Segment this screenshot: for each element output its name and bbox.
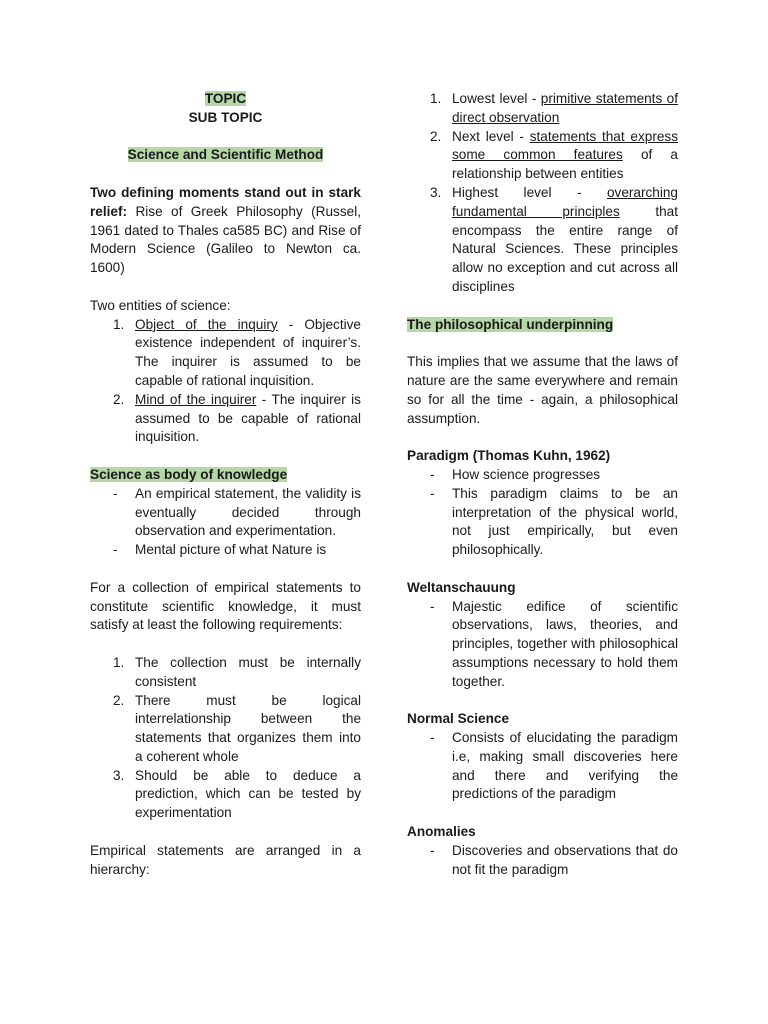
entity-term: Object of the inquiry [135,316,278,332]
item-text: There must be logical interrelationship between the statements that organizes them into a coherent whole [135,692,361,764]
list-item [407,485,678,560]
entity-text: - Objective existence independent of inquirer’s. The inquirer is assumed to be capable of rational inquisition. [135,316,361,388]
paradigm-list [407,466,678,560]
list-item [90,316,361,391]
item-text: Should be able to deduce a prediction, which can be tested by experimentation [135,767,361,821]
item-text: Majestic edifice of scientific observations, laws, theories, and principles, together with philosophical assumptions necessary to hold them together. [452,598,678,689]
list-item [407,598,678,692]
normal-science-heading: Normal Science [407,711,509,727]
list-item [90,485,361,541]
list-marker: 1. [430,91,442,106]
item-text: How science progresses [452,466,601,482]
list-marker: 3. [113,767,125,783]
level-text: that encompass the entire range of Natural Sciences. These principles allow no exception and cut across all disciplines [452,203,678,294]
list-marker: 2. [113,692,125,708]
body-heading: Science as body of knowledge [90,466,288,482]
level-label: Highest level - [452,184,607,200]
body-list [90,485,361,560]
list-marker: - [430,730,435,746]
entities-heading: Two entities of science: [90,297,231,313]
intro-paragraph [90,184,361,278]
list-item [90,654,361,692]
list-marker: - [113,485,118,501]
level-label: Next level - [452,128,530,144]
list-item [90,767,361,823]
requirements-intro: For a collection of empirical statements to constitute scientific knowledge, it must satisfy at least the following requirements: [90,579,361,633]
level-term: statements that express some common features [452,128,678,163]
level-term: overarching fundamental principles [452,184,678,219]
topic-label: TOPIC [204,91,247,106]
list-marker: 2. [430,128,442,144]
list-marker: - [430,598,435,614]
subtopic-line: SUB TOPIC [188,109,263,125]
item-text: The collection must be internally consistent [135,654,361,689]
item-text: An empirical statement, the validity is eventually decided through observation and experimentation. [135,485,361,539]
list-item [407,128,678,184]
list-marker: - [430,466,435,482]
list-marker: - [430,842,435,858]
right-column [407,90,678,879]
intro-rest: Rise of Greek Philosophy (Russel, 1961 dated to Thales ca585 BC) and Rise of Modern Science (Galileo to Newton ca. 1600) [90,203,361,276]
section-title: Science and Scientific Method [127,147,324,163]
left-column [90,90,361,879]
item-text: Discoveries and observations that do not fit the paradigm [452,842,678,877]
entity-term: Mind of the inquirer [135,391,257,407]
list-item [407,184,678,297]
level-term: primitive statements of direct observation [452,91,678,125]
entity-text: - The inquirer is assumed to be capable of rational inquisition. [135,391,361,445]
list-item [407,729,678,804]
list-item [407,466,678,485]
phil-paragraph: This implies that we assume that the laws of nature are the same everywhere and remain so for all the time - again, a philosophical assumption. [407,354,678,426]
anomalies-list [407,842,678,880]
hierarchy-intro: Empirical statements are arranged in a hierarchy: [90,842,361,877]
item-text: This paradigm claims to be an interpretation of the physical world, not just empirically, but even philosophically. [452,485,678,558]
phil-heading: The philosophical underpinning [407,316,614,332]
phil-heading-line [407,316,678,335]
list-item [407,842,678,880]
body-heading-line [90,466,361,485]
topic-line [90,90,361,109]
entities-list [90,316,361,448]
list-marker: 1. [113,654,125,670]
list-marker: 1. [113,316,125,332]
level-label: Lowest level - [452,91,541,106]
list-marker: 2. [113,391,125,407]
list-item [90,391,361,447]
list-marker: - [430,485,435,501]
list-item [407,90,678,128]
requirements-list [90,654,361,823]
levels-list [407,90,678,297]
item-text: Consists of elucidating the paradigm i.e, making small discoveries here and there and verifying the predictions of the paradigm [452,730,678,802]
level-text: of a relationship between entities [452,147,678,182]
section-title-line [90,146,361,165]
item-text: Mental picture of what Nature is [135,542,327,558]
list-marker: - [113,542,118,558]
weltanschauung-list [407,598,678,692]
anomalies-heading: Anomalies [407,824,476,840]
normal-science-list [407,729,678,804]
intro-bold: Two defining moments stand out in stark relief: [90,184,361,219]
list-item [90,692,361,767]
weltanschauung-heading: Weltanschauung [407,579,516,595]
list-item [90,541,361,560]
paradigm-heading: Paradigm (Thomas Kuhn, 1962) [407,448,611,464]
list-marker: 3. [430,184,442,200]
